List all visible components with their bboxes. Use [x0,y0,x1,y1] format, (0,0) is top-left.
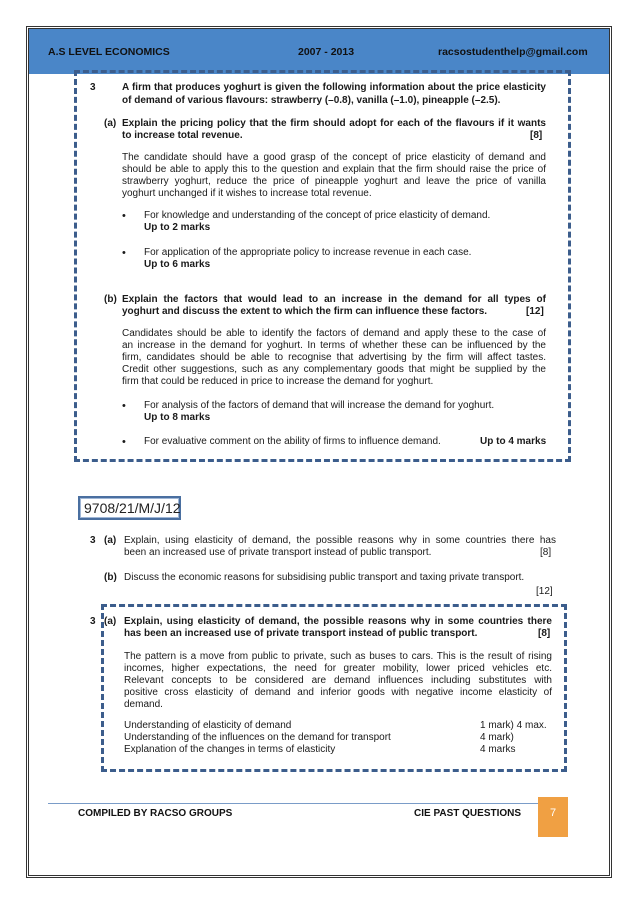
header-subject: A.S LEVEL ECONOMICS [48,46,170,58]
q1a-bullet-1: • For knowledge and understanding of the concept of price elasticity of demand. [144,210,544,222]
q2a-line-1: Explain, using elasticity of demand, the possible reasons why in some countries there has [124,535,556,546]
q2-mark-row-3-marks: 4 marks [480,744,516,755]
q2-answer-question-line-1: Explain, using elasticity of demand, the possible reasons why in some countries there [124,616,552,627]
q1b-answer-line-2: an increase in the demand for yoghurt. In terms of whether these can be influenced by the [122,340,546,351]
footer-source: CIE PAST QUESTIONS [414,808,522,819]
q1b-question-line-2: yoghurt and discuss the extent to which the firm can influence these factors. [122,306,488,317]
q2a-line-2: been an increased use of private transport instead of public transport. [124,547,432,558]
q1b-bullet-2-marks: Up to 4 marks [480,436,547,447]
q2b-label: (b) [104,572,117,583]
q2a-marks: [8] [540,547,552,558]
q1b-bullet-1-marks: Up to 8 marks [144,412,211,423]
q1b-answer-line-3: firm, candidates should be able to recognise that advertising by the firm will affect tastes. [122,352,546,363]
q2-answer-number: 3 [90,616,96,627]
q1-stem-line-1: A firm that produces yoghurt is given the following information about the price elasticity [122,82,546,93]
q2b-text: Discuss the economic reasons for subsidising public transport and taxing private transport. [124,572,525,583]
q1b-answer-line-5: firm that could be reduced in price to increase the demand for yoghurt. [122,376,434,387]
q2-mark-row-3-item: Explanation of the changes in terms of elasticity [124,744,336,755]
q2-answer-line-1: The pattern is a move from public to private, such as buses to cars. This is the result of rising [124,651,552,662]
q2a-label: (a) [104,535,117,546]
q1a-bullet-2-marks: Up to 6 marks [144,259,211,270]
q2-answer-label: (a) [104,616,117,627]
q2-answer-line-3: Relevant concepts to be considered are demand influences including substitutes with [124,675,552,686]
q2-answer-line-5: demand. [124,699,163,710]
q1a-label: (a) [104,118,117,129]
q2-mark-row-2-marks: 4 mark) [480,732,514,743]
q1b-answer-line-1: Candidates should be able to identify the factors of demand and apply these to the case of [122,328,546,339]
q1-stem-line-2: of demand of various flavours: strawberry (–0.8), vanilla (–1.0), pineapple (–2.5). [122,95,501,106]
q1b-question-line-1: Explain the factors that would lead to an increase in the demand for all types of [122,294,546,305]
footer-compiler: COMPILED BY RACSO GROUPS [78,808,233,819]
q2-mark-row-1-item: Understanding of elasticity of demand [124,720,292,731]
q1a-answer-line-2: should be able to apply this to the question and explain that the firm should raise the price of [122,164,546,175]
q1a-marks: [8] [530,130,543,141]
header-email: racsostudenthelp@gmail.com [438,46,588,58]
q1a-bullet-2: • For application of the appropriate policy to increase revenue in each case. [144,247,544,259]
q1a-question-line-1: Explain the pricing policy that the firm should adopt for each of the flavours if it wants [122,118,546,129]
page-number: 7 [538,797,568,837]
q1b-marks: [12] [526,306,544,317]
q2-answer-marks: [8] [538,628,551,639]
q1b-bullet-2: • For evaluative comment on the ability of firms to influence demand. [144,436,474,448]
q2-number: 3 [90,535,96,546]
header-years: 2007 - 2013 [298,46,355,58]
q1a-bullet-1-marks: Up to 2 marks [144,222,211,233]
q2-answer-line-4: positive cross elasticity of demand and inferior goods with negative income elasticity of [124,687,552,698]
q1a-answer-line-1: The candidate should have a good grasp of the concept of price elasticity of demand and [122,152,546,163]
paper-code-badge: 9708/21/M/J/12 [78,496,181,520]
q2-mark-row-1-marks: 1 mark) 4 max. [480,720,547,731]
q2-answer-question-line-2: has been an increased use of private transport instead of public transport. [124,628,478,639]
q2b-marks: [12] [536,586,553,597]
q1a-answer-line-3: strawberry yoghurt, reduce the price of pineapple yoghurt and leave the price of vanilla [122,176,546,187]
q1b-label: (b) [104,294,117,305]
q1a-question-line-2: to increase total revenue. [122,130,243,141]
q1b-answer-line-4: Credit other suggestions, such as any complementary goods that might be supplied by the [122,364,546,375]
q2-mark-row-2-item: Understanding of the influences on the demand for transport [124,732,391,743]
footer-rule [48,803,556,804]
q2-answer-line-2: incomes, higher expectations, the need for greater mobility, lower priced vehicles etc. [124,663,552,674]
q1a-answer-line-4: yoghurt unchanged if it wishes to increase total revenue. [122,188,372,199]
q1b-bullet-1: • For analysis of the factors of demand that will increase the demand for yoghurt. [144,400,544,412]
q1-number: 3 [90,82,96,93]
